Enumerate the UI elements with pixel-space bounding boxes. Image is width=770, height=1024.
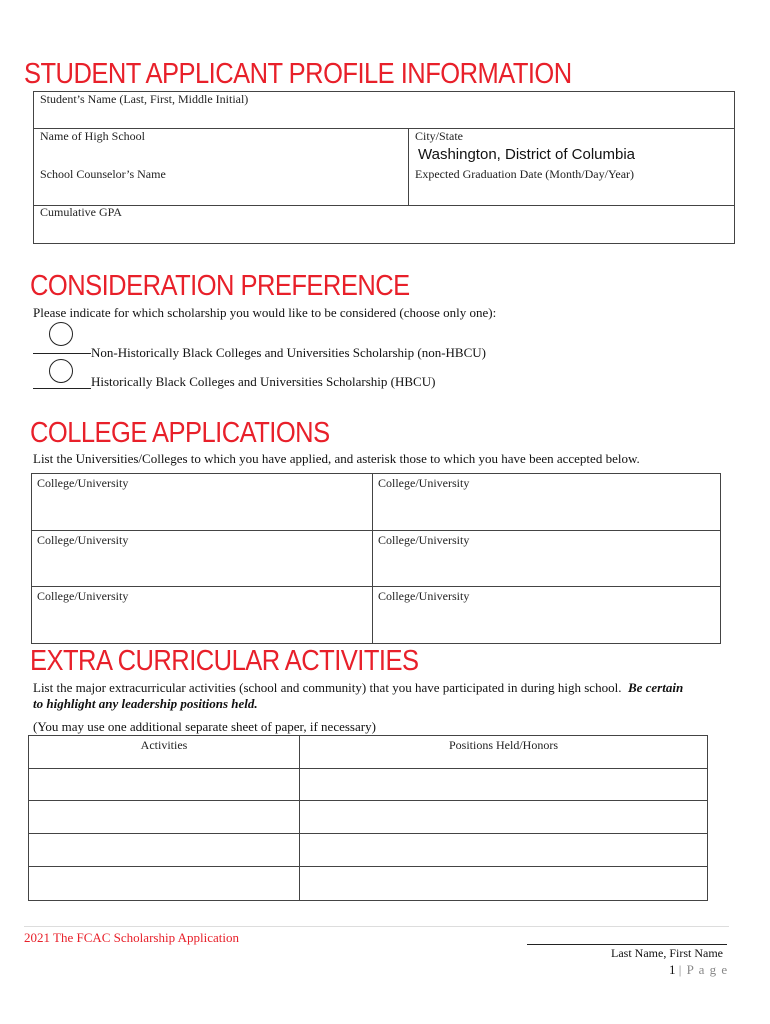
consideration-title: CONSIDERATION PREFERENCE: [30, 270, 410, 302]
college-table: [31, 473, 721, 644]
positions-header: [300, 736, 708, 769]
hbcu-option-label: Historically Black Colleges and Universities Scholarship (HBCU): [91, 374, 436, 389]
profile-title: STUDENT APPLICANT PROFILE INFORMATION: [24, 58, 572, 90]
city-state-label: City/State: [415, 129, 463, 143]
extra-instruction-bold-2: to highlight any leadership positions held.: [33, 696, 258, 711]
counselor-label: School Counselor’s Name: [40, 167, 166, 181]
college-cell-label: College/University: [378, 476, 470, 490]
activity-cell[interactable]: [29, 801, 300, 834]
gpa-label: Cumulative GPA: [40, 205, 122, 219]
position-cell[interactable]: [300, 834, 708, 867]
extra-instruction: List the major extracurricular activities (school and community) that you have participated in during high school.: [33, 680, 622, 695]
activity-cell[interactable]: [29, 769, 300, 801]
footer-name-label: Last Name, First Name: [611, 946, 723, 960]
college-cell-label: College/University: [37, 589, 129, 603]
college-cell-label: College/University: [37, 476, 129, 490]
positions-header-label: Positions Held/Honors: [448, 738, 558, 752]
activities-header: [29, 736, 300, 769]
college-cell-label: College/University: [37, 533, 129, 547]
college-cell[interactable]: [32, 474, 373, 531]
footer-name-line[interactable]: [527, 944, 727, 945]
footer-application: 2021 The FCAC Scholarship Application: [24, 930, 239, 945]
college-title: COLLEGE APPLICATIONS: [30, 417, 330, 449]
position-cell[interactable]: [300, 801, 708, 834]
grad-date-label: Expected Graduation Date (Month/Day/Year): [415, 167, 635, 181]
college-cell[interactable]: [373, 474, 721, 531]
position-cell[interactable]: [300, 867, 708, 901]
extra-note: (You may use one additional separate sheet of paper, if necessary): [33, 719, 376, 734]
student-name-label: Student’s Name (Last, First, Middle Initial): [40, 92, 249, 106]
non-hbcu-radio[interactable]: [49, 322, 73, 346]
option-underline: [33, 388, 91, 389]
gpa-field[interactable]: [34, 219, 734, 243]
college-cell[interactable]: [32, 531, 373, 587]
activity-cell[interactable]: [29, 867, 300, 901]
activities-header-label: Activities: [140, 738, 188, 752]
footer-divider: [24, 926, 729, 927]
hbcu-radio[interactable]: [49, 359, 73, 383]
college-cell[interactable]: [373, 587, 721, 644]
student-name-field[interactable]: [34, 106, 734, 127]
college-cell-label: College/University: [378, 589, 470, 603]
activity-cell[interactable]: [29, 834, 300, 867]
grad-date-field[interactable]: [409, 181, 734, 204]
option-underline: [33, 353, 91, 354]
college-cell[interactable]: [32, 587, 373, 644]
city-state-field[interactable]: Washington, District of Columbia: [418, 146, 636, 163]
extra-title: EXTRA CURRICULAR ACTIVITIES: [30, 645, 419, 677]
high-school-field[interactable]: [34, 143, 407, 166]
profile-row-divider: [33, 205, 735, 206]
page-word: | P a g e: [678, 962, 729, 977]
counselor-field[interactable]: [34, 181, 407, 204]
extra-instruction-block: [33, 680, 733, 712]
consideration-instruction: Please indicate for which scholarship you would like to be considered (choose only one):: [33, 305, 497, 320]
college-instruction: List the Universities/Colleges to which you have applied, and asterisk those to which you have been accepted below.: [33, 451, 640, 466]
extra-instruction-bold-1: Be certain: [627, 680, 684, 695]
position-cell[interactable]: [300, 769, 708, 801]
college-cell-label: College/University: [378, 533, 470, 547]
page-number: 1: [669, 962, 676, 977]
high-school-label: Name of High School: [40, 129, 145, 143]
non-hbcu-option-label: Non-Historically Black Colleges and Universities Scholarship (non-HBCU): [91, 345, 486, 360]
college-cell[interactable]: [373, 531, 721, 587]
activities-table: [28, 735, 708, 901]
footer-page-indicator: [669, 962, 728, 978]
